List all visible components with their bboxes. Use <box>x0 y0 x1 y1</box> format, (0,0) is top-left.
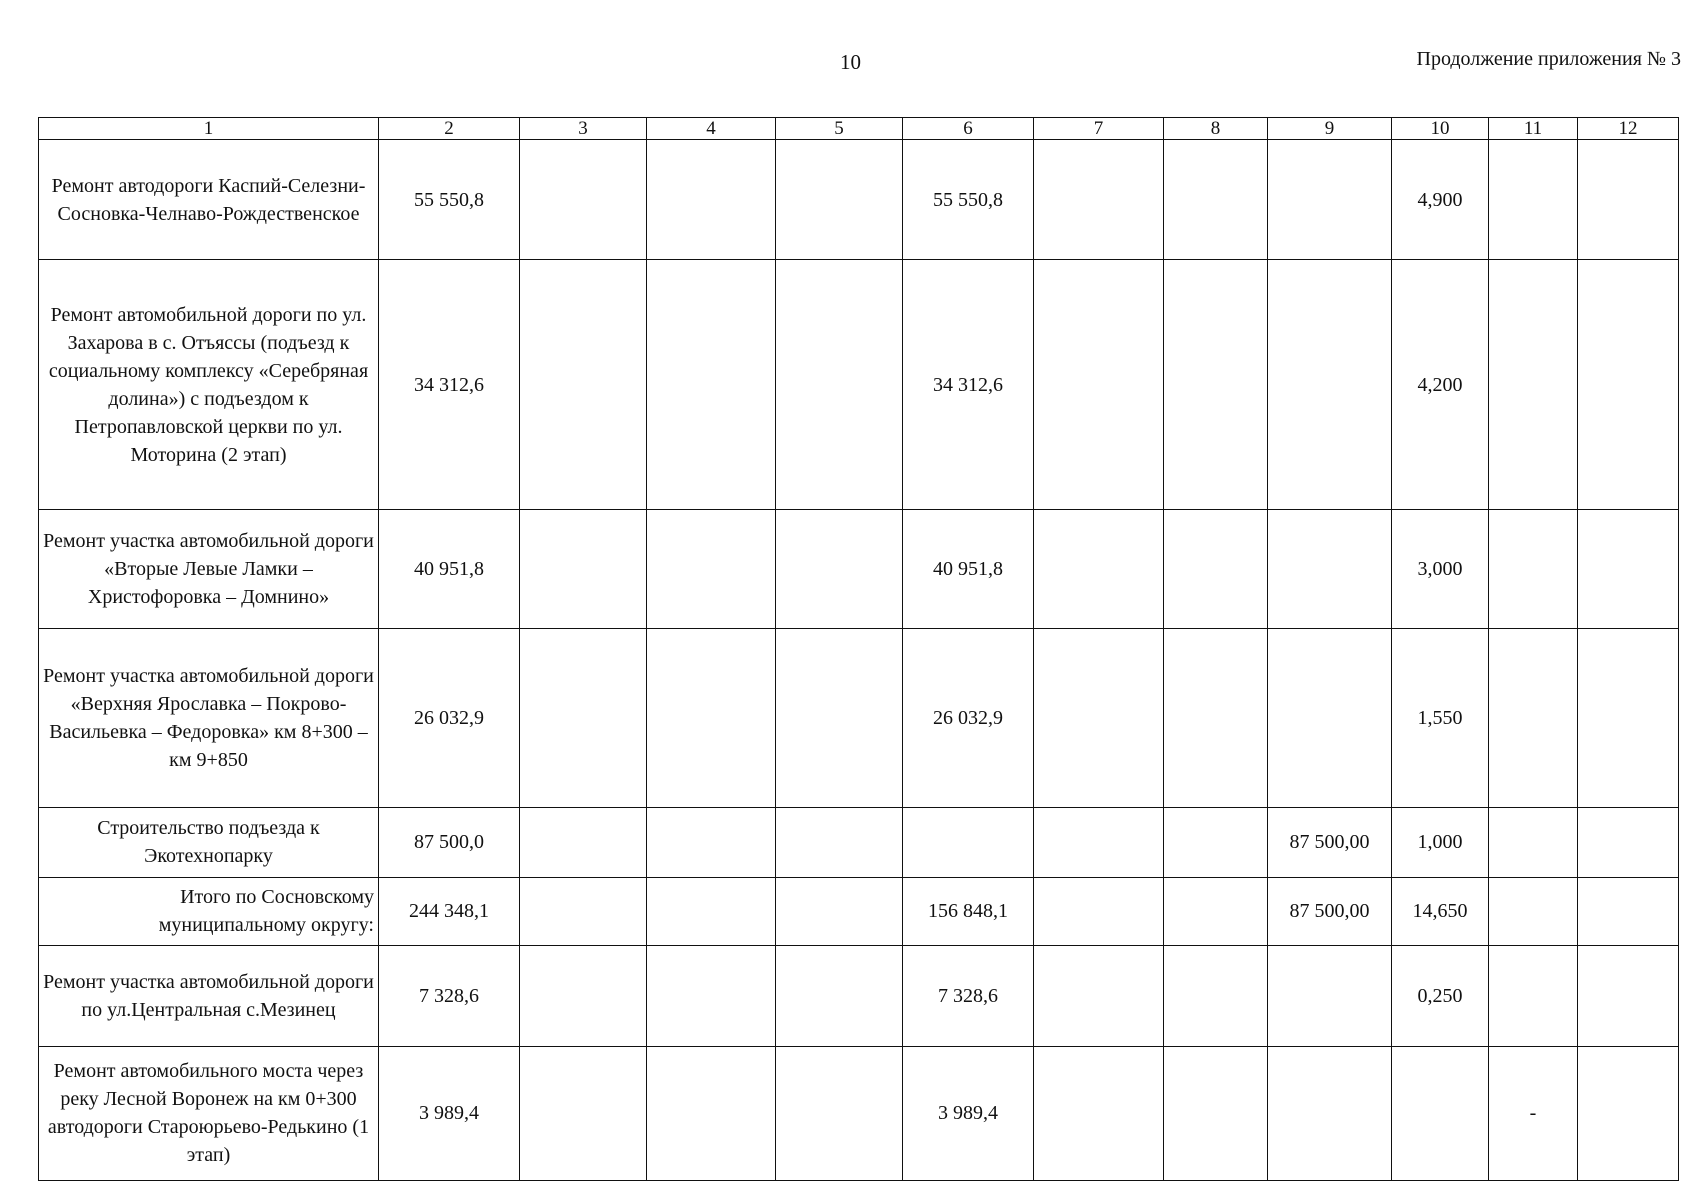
empty-cell <box>1578 1046 1679 1180</box>
empty-cell <box>647 877 776 945</box>
column-number: 10 <box>1392 118 1489 140</box>
empty-cell <box>1034 807 1164 877</box>
empty-cell <box>647 807 776 877</box>
empty-cell <box>647 629 776 807</box>
empty-cell <box>1164 510 1268 629</box>
total-amount-cell: 55 550,8 <box>379 140 520 260</box>
column-number: 1 <box>39 118 379 140</box>
empty-cell <box>1034 629 1164 807</box>
column-number: 11 <box>1489 118 1578 140</box>
column-6-cell: 156 848,1 <box>903 877 1034 945</box>
table-row <box>39 945 1679 1046</box>
empty-cell <box>1578 140 1679 260</box>
empty-cell <box>1164 140 1268 260</box>
column-number: 9 <box>1268 118 1392 140</box>
empty-cell <box>776 877 903 945</box>
object-name-cell: Ремонт автомобильной дороги по ул. Захарова в с. Отъяссы (подъезд к социальному комплексу «Серебряная долина») с подъездом к Петропавловской церкви по ул. Моторина (2 этап) <box>39 260 379 510</box>
empty-cell <box>520 510 647 629</box>
empty-cell <box>520 877 647 945</box>
empty-cell <box>776 1046 903 1180</box>
table-row <box>39 629 1679 807</box>
empty-cell <box>1034 877 1164 945</box>
column-number-row <box>39 118 1679 140</box>
column-11-cell <box>1489 260 1578 510</box>
total-amount-cell: 7 328,6 <box>379 945 520 1046</box>
column-6-cell: 34 312,6 <box>903 260 1034 510</box>
object-name-cell: Ремонт участка автомобильной дороги «Вторые Левые Ламки – Христофоровка – Домнино» <box>39 510 379 629</box>
length-km-cell: 4,900 <box>1392 140 1489 260</box>
table-row <box>39 140 1679 260</box>
length-km-cell: 0,250 <box>1392 945 1489 1046</box>
empty-cell <box>776 510 903 629</box>
column-number: 8 <box>1164 118 1268 140</box>
column-9-cell <box>1268 510 1392 629</box>
column-6-cell: 3 989,4 <box>903 1046 1034 1180</box>
empty-cell <box>1578 877 1679 945</box>
column-6-cell: 26 032,9 <box>903 629 1034 807</box>
data-table <box>38 117 1679 1181</box>
table-row <box>39 807 1679 877</box>
empty-cell <box>647 260 776 510</box>
column-11-cell: - <box>1489 1046 1578 1180</box>
object-name-cell: Ремонт участка автомобильной дороги «Верхняя Ярославка – Покрово-Васильевка – Федоровка» км 8+300 – км 9+850 <box>39 629 379 807</box>
empty-cell <box>776 629 903 807</box>
total-amount-cell: 34 312,6 <box>379 260 520 510</box>
empty-cell <box>1578 945 1679 1046</box>
total-amount-cell: 244 348,1 <box>379 877 520 945</box>
empty-cell <box>520 629 647 807</box>
object-name-cell: Ремонт участка автомобильной дороги по ул.Центральная с.Мезинец <box>39 945 379 1046</box>
column-number: 6 <box>903 118 1034 140</box>
empty-cell <box>1164 877 1268 945</box>
page-number: 10 <box>840 50 861 74</box>
length-km-cell: 4,200 <box>1392 260 1489 510</box>
table-row <box>39 260 1679 510</box>
column-9-cell: 87 500,00 <box>1268 877 1392 945</box>
appendix-caption: Продолжение приложения № 3 <box>1416 48 1681 70</box>
column-number: 7 <box>1034 118 1164 140</box>
subtotal-row <box>39 877 1679 945</box>
column-9-cell <box>1268 260 1392 510</box>
column-11-cell <box>1489 510 1578 629</box>
empty-cell <box>520 945 647 1046</box>
length-km-cell: 1,550 <box>1392 629 1489 807</box>
column-6-cell: 40 951,8 <box>903 510 1034 629</box>
column-9-cell <box>1268 945 1392 1046</box>
empty-cell <box>520 260 647 510</box>
empty-cell <box>1578 510 1679 629</box>
column-number: 4 <box>647 118 776 140</box>
column-11-cell <box>1489 945 1578 1046</box>
empty-cell <box>1034 1046 1164 1180</box>
table-row <box>39 510 1679 629</box>
column-6-cell: 55 550,8 <box>903 140 1034 260</box>
empty-cell <box>1164 807 1268 877</box>
empty-cell <box>1164 629 1268 807</box>
empty-cell <box>1164 1046 1268 1180</box>
empty-cell <box>647 140 776 260</box>
empty-cell <box>1164 260 1268 510</box>
column-9-cell <box>1268 1046 1392 1180</box>
empty-cell <box>1034 945 1164 1046</box>
empty-cell <box>647 510 776 629</box>
column-11-cell <box>1489 877 1578 945</box>
total-amount-cell: 40 951,8 <box>379 510 520 629</box>
empty-cell <box>520 1046 647 1180</box>
subtotal-label-cell: Итого по Сосновскому муниципальному округу: <box>39 877 379 945</box>
object-name-cell: Ремонт автодороги Каспий-Селезни-Сосновка-Челнаво-Рождественское <box>39 140 379 260</box>
empty-cell <box>1578 260 1679 510</box>
column-9-cell <box>1268 629 1392 807</box>
empty-cell <box>1034 140 1164 260</box>
length-km-cell: 1,000 <box>1392 807 1489 877</box>
column-9-cell: 87 500,00 <box>1268 807 1392 877</box>
column-number: 2 <box>379 118 520 140</box>
column-number: 12 <box>1578 118 1679 140</box>
empty-cell <box>776 945 903 1046</box>
object-name-cell: Ремонт автомобильного моста через реку Лесной Воронеж на км 0+300 автодороги Староюрьево-Редькино (1 этап) <box>39 1046 379 1180</box>
total-amount-cell: 26 032,9 <box>379 629 520 807</box>
total-amount-cell: 87 500,0 <box>379 807 520 877</box>
total-amount-cell: 3 989,4 <box>379 1046 520 1180</box>
empty-cell <box>1578 807 1679 877</box>
empty-cell <box>1578 629 1679 807</box>
empty-cell <box>520 140 647 260</box>
column-6-cell: 7 328,6 <box>903 945 1034 1046</box>
empty-cell <box>647 945 776 1046</box>
column-number: 5 <box>776 118 903 140</box>
object-name-cell: Строительство подъезда к Экотехнопарку <box>39 807 379 877</box>
empty-cell <box>776 140 903 260</box>
empty-cell <box>776 260 903 510</box>
column-number: 3 <box>520 118 647 140</box>
length-km-cell: 14,650 <box>1392 877 1489 945</box>
column-9-cell <box>1268 140 1392 260</box>
column-11-cell <box>1489 807 1578 877</box>
empty-cell <box>647 1046 776 1180</box>
column-11-cell <box>1489 629 1578 807</box>
table-row <box>39 1046 1679 1180</box>
column-11-cell <box>1489 140 1578 260</box>
empty-cell <box>520 807 647 877</box>
length-km-cell <box>1392 1046 1489 1180</box>
column-6-cell <box>903 807 1034 877</box>
empty-cell <box>1164 945 1268 1046</box>
empty-cell <box>776 807 903 877</box>
empty-cell <box>1034 260 1164 510</box>
empty-cell <box>1034 510 1164 629</box>
length-km-cell: 3,000 <box>1392 510 1489 629</box>
